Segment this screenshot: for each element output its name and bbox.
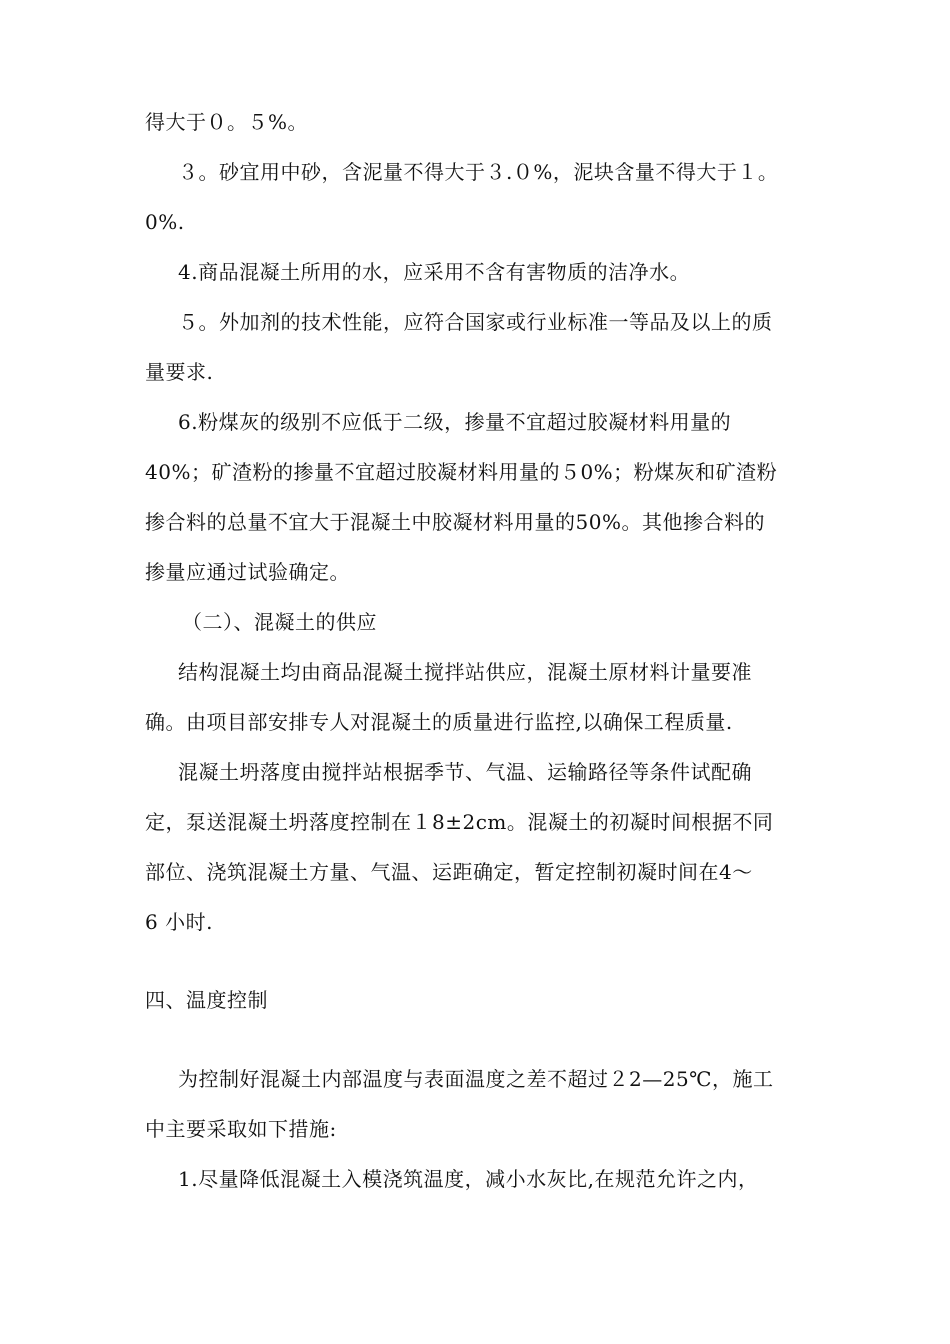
text-line: 1.尽量降低混凝土入模浇筑温度，减小水灰比,在规范允许之内， xyxy=(178,1167,759,1191)
text-line: 确。由项目部安排专人对混凝土的质量进行监控,以确保工程质量. xyxy=(145,710,733,734)
text-line: 6.粉煤灰的级别不应低于二级，掺量不宜超过胶凝材料用量的 xyxy=(178,410,732,434)
text-line: 掺合料的总量不宜大于混凝土中胶凝材料用量的50%。其他掺合料的 xyxy=(145,510,765,534)
text-line: 4.商品混凝土所用的水，应采用不含有害物质的洁净水。 xyxy=(178,260,691,284)
text-line: 量要求. xyxy=(145,360,214,384)
text-line: 6 小时. xyxy=(145,910,213,934)
text-line: 定，泵送混凝土坍落度控制在１8±2cm。混凝土的初凝时间根据不同 xyxy=(145,810,774,834)
section-heading: （二）、混凝土的供应 xyxy=(182,610,377,634)
text-line: 0%. xyxy=(145,210,185,234)
text-line: 混凝土坍落度由搅拌站根据季节、气温、运输路径等条件试配确 xyxy=(178,760,752,784)
text-line: ３。砂宜用中砂，含泥量不得大于３.０%，泥块含量不得大于１。 xyxy=(178,160,779,184)
text-line: 中主要采取如下措施: xyxy=(145,1117,337,1141)
text-line: 掺量应通过试验确定。 xyxy=(145,560,350,584)
text-line: 为控制好混凝土内部温度与表面温度之差不超过２2—25℃，施工 xyxy=(178,1067,774,1091)
section-heading: 四、温度控制 xyxy=(145,988,268,1012)
text-line: 部位、浇筑混凝土方量、气温、运距确定，暂定控制初凝时间在4～ xyxy=(145,860,753,884)
text-line: 结构混凝土均由商品混凝土搅拌站供应，混凝土原材料计量要准 xyxy=(178,660,752,684)
text-line: ５。外加剂的技术性能，应符合国家或行业标准一等品及以上的质 xyxy=(178,310,773,334)
text-line: 40%；矿渣粉的掺量不宜超过胶凝材料用量的５0%；粉煤灰和矿渣粉 xyxy=(145,460,778,484)
text-line: 得大于０。５%。 xyxy=(145,110,309,134)
